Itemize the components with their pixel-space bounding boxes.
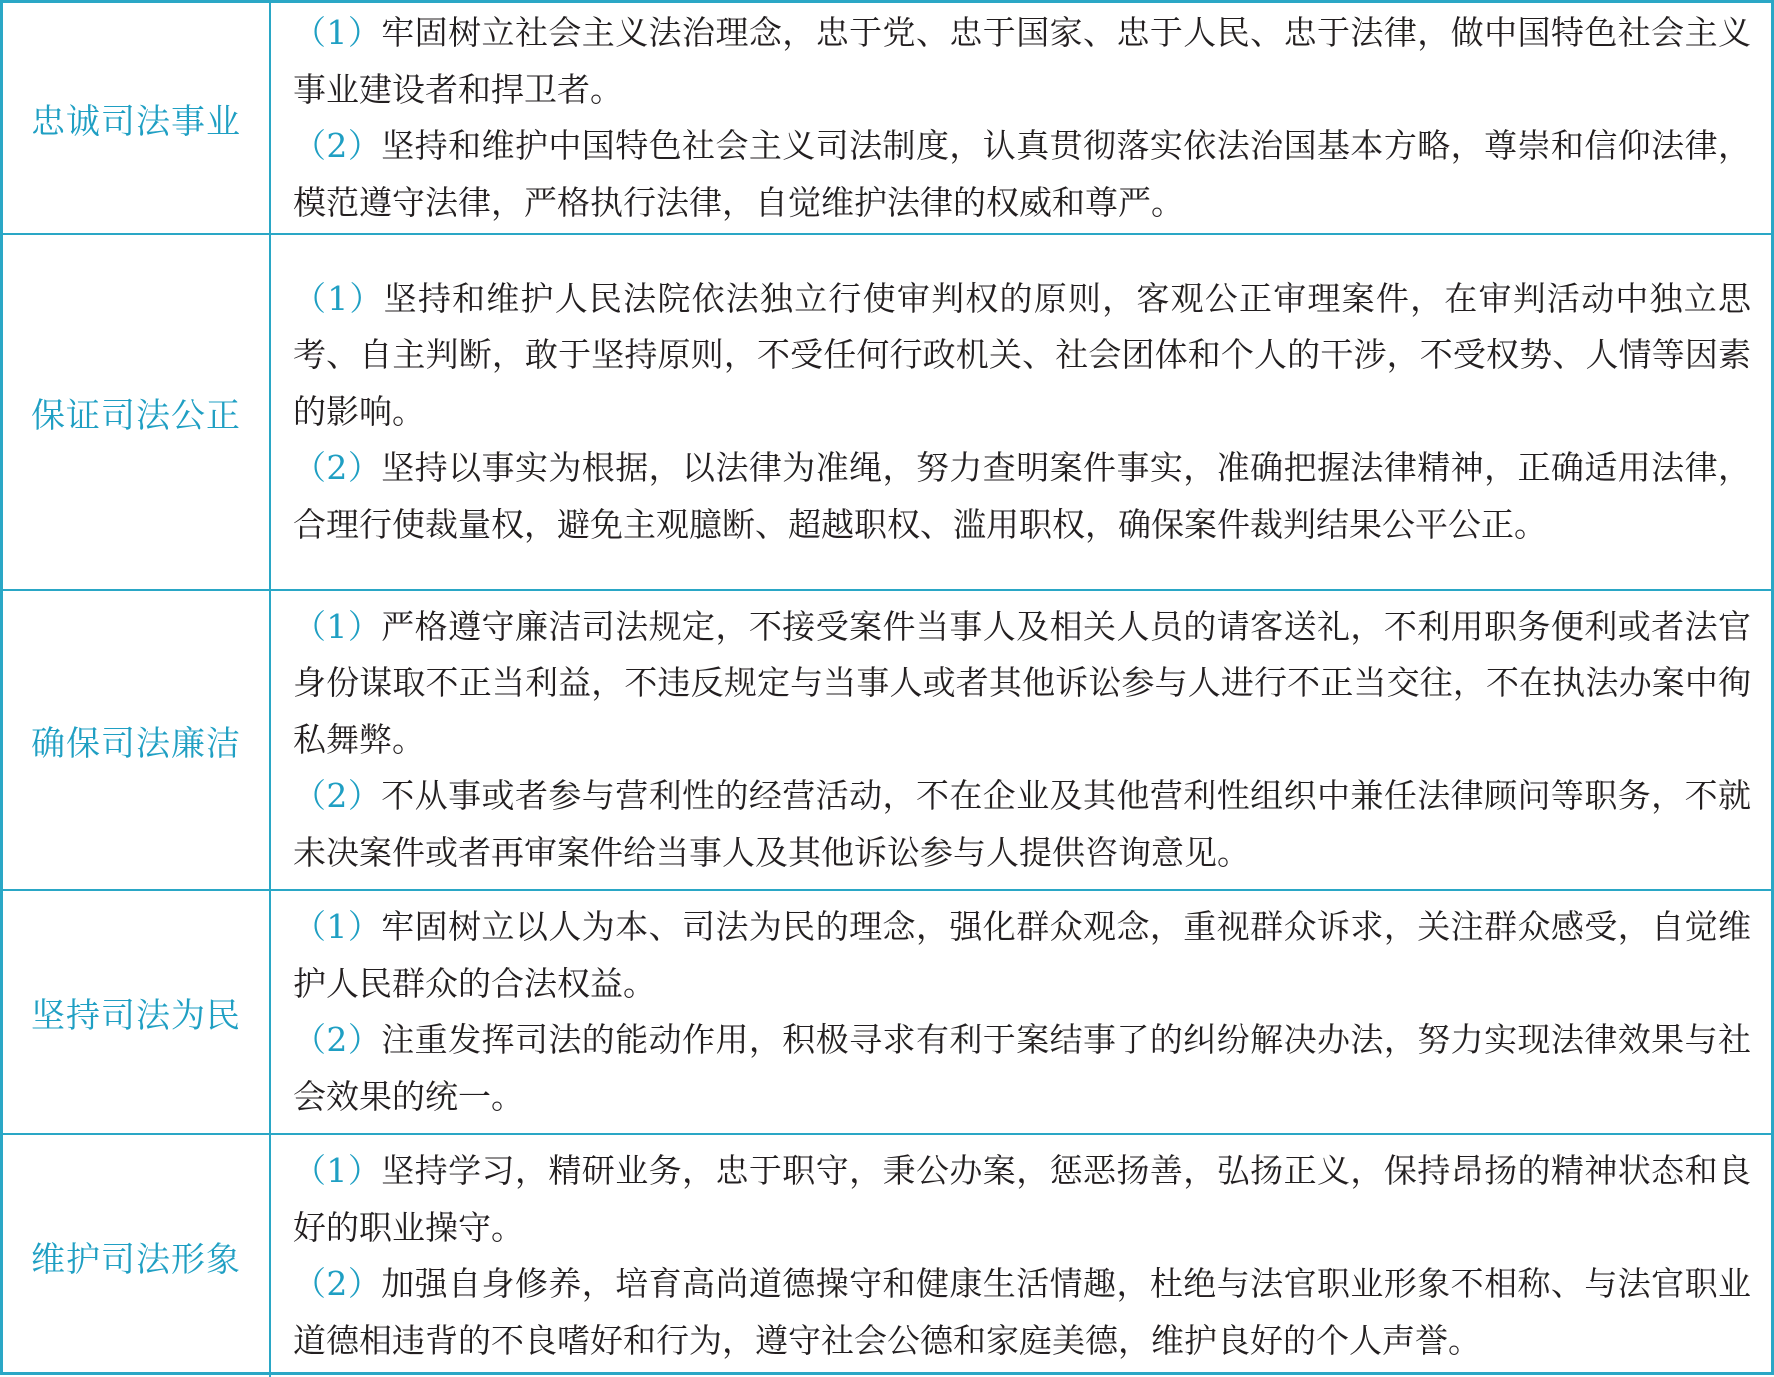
category-cell: 确保司法廉洁 xyxy=(3,590,270,890)
content-cell xyxy=(270,890,1771,1134)
list-item xyxy=(293,118,1751,231)
list-item xyxy=(293,599,1751,769)
table-row xyxy=(3,590,1771,890)
content-cell xyxy=(270,234,1771,590)
table-row xyxy=(3,890,1771,1134)
item-number: （1） xyxy=(293,13,382,52)
item-text: 牢固树立以人为本、司法为民的理念，强化群众观念，重视群众诉求，关注群众感受，自觉维护人民群众的合法权益。 xyxy=(293,907,1752,1003)
list-item xyxy=(293,5,1751,118)
item-text: 坚持学习，精研业务，忠于职守，秉公办案，惩恶扬善，弘扬正义，保持昂扬的精神状态和良好的职业操守。 xyxy=(293,1151,1752,1247)
item-number: （2） xyxy=(293,126,382,165)
list-item xyxy=(293,1256,1751,1369)
item-number: （2） xyxy=(293,776,382,816)
table-row xyxy=(3,234,1771,590)
judicial-ethics-table xyxy=(3,3,1771,1377)
item-text: 牢固树立社会主义法治理念，忠于党、忠于国家、忠于人民、忠于法律，做中国特色社会主义事业建设者和捍卫者。 xyxy=(293,13,1752,109)
list-item xyxy=(293,1143,1751,1256)
content-cell xyxy=(270,3,1771,234)
table-row xyxy=(3,1134,1771,1377)
item-text: 坚持和维护中国特色社会主义司法制度，认真贯彻落实依法治国基本方略，尊崇和信仰法律，模范遵守法律，严格执行法律，自觉维护法律的权威和尊严。 xyxy=(293,126,1752,222)
item-text: 坚持和维护人民法院依法独立行使审判权的原则，客观公正审理案件，在审判活动中独立思考、自主判断，敢于坚持原则，不受任何行政机关、社会团体和个人的干涉，不受权势、人情等因素的影响。 xyxy=(293,278,1751,431)
item-number: （2） xyxy=(293,1264,382,1303)
list-item xyxy=(293,271,1751,441)
category-cell: 忠诚司法事业 xyxy=(3,3,270,234)
category-cell: 保证司法公正 xyxy=(3,234,270,590)
item-text: 坚持以事实为根据，以法律为准绳，努力查明案件事实，准确把握法律精神，正确适用法律，合理行使裁量权，避免主观臆断、超越职权、滥用职权，确保案件裁判结果公平公正。 xyxy=(293,448,1752,544)
table-row xyxy=(3,3,1771,234)
list-item xyxy=(293,440,1751,553)
list-item xyxy=(293,1012,1751,1125)
category-cell: 维护司法形象 xyxy=(3,1134,270,1377)
list-item xyxy=(293,768,1751,881)
item-number: （1） xyxy=(293,1151,382,1190)
item-number: （1） xyxy=(293,907,382,946)
item-text: 注重发挥司法的能动作用，积极寻求有利于案结事了的纠纷解决办法，努力实现法律效果与社会效果的统一。 xyxy=(293,1020,1752,1116)
item-number: （1） xyxy=(293,278,384,318)
item-text: 不从事或者参与营利性的经营活动，不在企业及其他营利性组织中兼任法律顾问等职务，不就未决案件或者再审案件给当事人及其他诉讼参与人提供咨询意见。 xyxy=(293,776,1752,872)
item-text: 加强自身修养，培育高尚道德操守和健康生活情趣，杜绝与法官职业形象不相称、与法官职业道德相违背的不良嗜好和行为，遵守社会公德和家庭美德，维护良好的个人声誉。 xyxy=(293,1264,1752,1360)
item-number: （2） xyxy=(293,1020,382,1059)
content-cell xyxy=(270,1134,1771,1377)
item-text: 严格遵守廉洁司法规定，不接受案件当事人及相关人员的请客送礼，不利用职务便利或者法官身份谋取不正当利益，不违反规定与当事人或者其他诉讼参与人进行不正当交往，不在执法办案中徇私舞弊。 xyxy=(293,606,1752,759)
category-cell: 坚持司法为民 xyxy=(3,890,270,1134)
list-item xyxy=(293,899,1751,1012)
item-number: （2） xyxy=(293,448,382,488)
item-number: （1） xyxy=(293,606,382,646)
content-cell xyxy=(270,590,1771,890)
